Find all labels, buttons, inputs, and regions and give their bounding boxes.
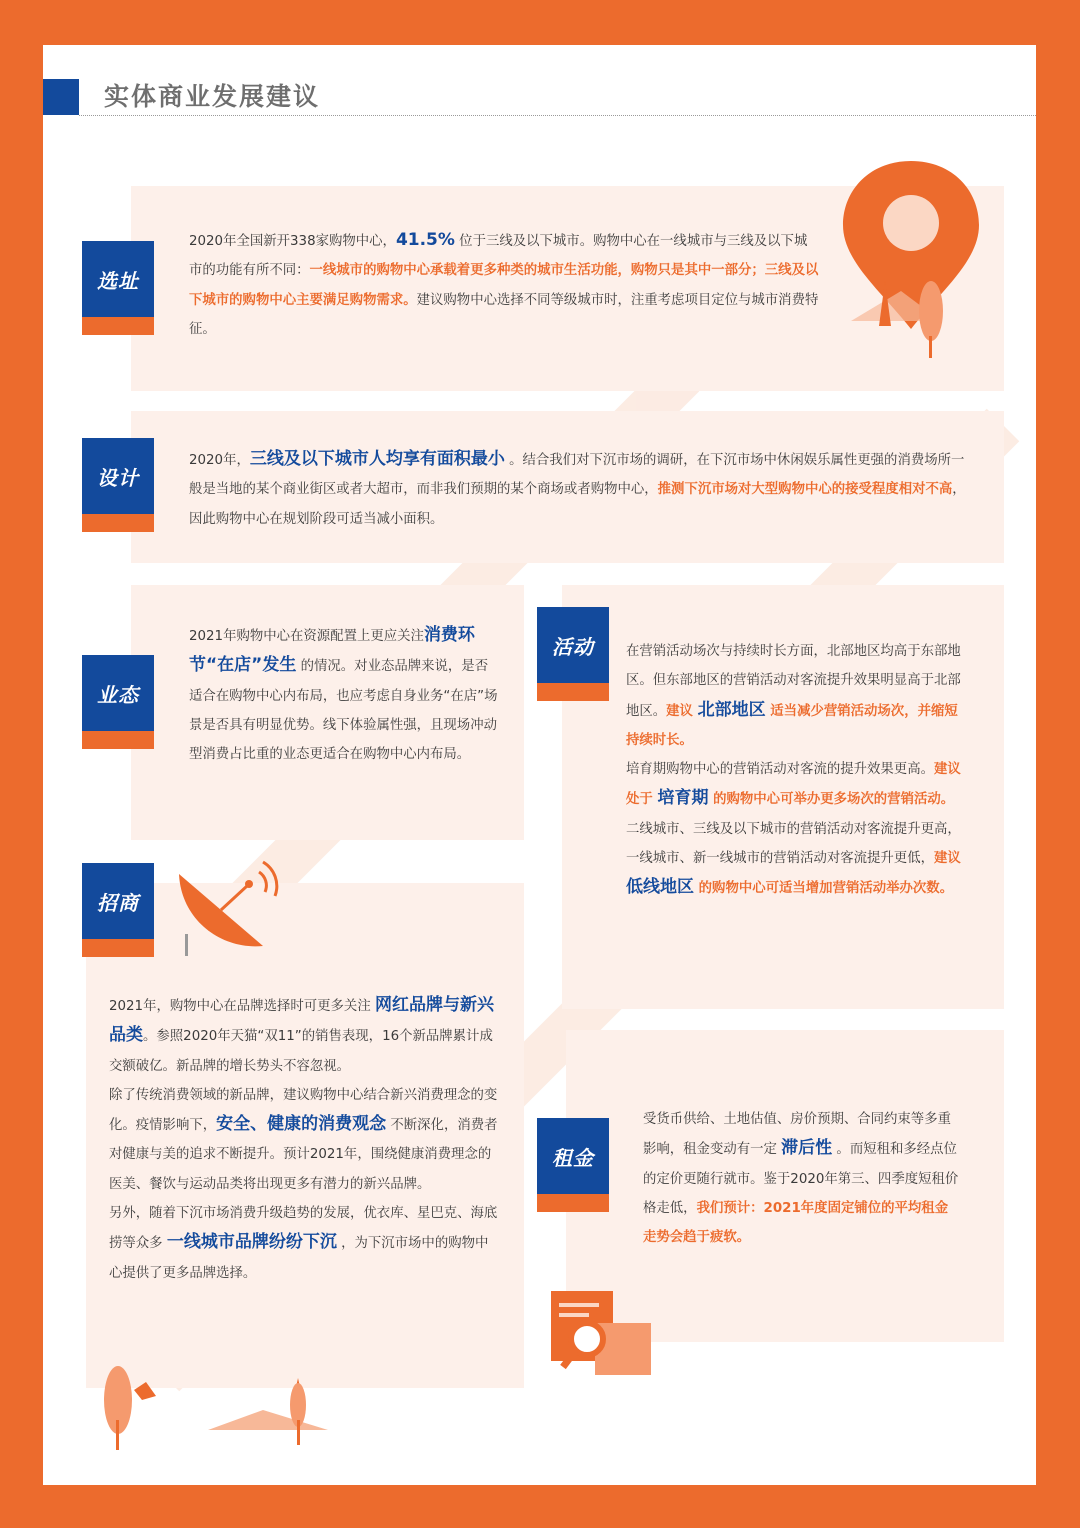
satellite-dish-icon: [171, 850, 291, 960]
design-tag-label: 设计: [82, 438, 154, 514]
leasing-p3-text-a: 另外，随着下沉市场消费升级趋势的发展，优衣库、星巴克、海底捞等众多: [109, 1206, 498, 1252]
design-text: [189, 445, 974, 534]
header-accent-bar: [43, 79, 79, 115]
tag-accent: [537, 1194, 609, 1212]
leasing-p2-text-b: 不断深化，消费者对健康与美的追求不断提升。预计2021年，围绕健康消费理念的医美、餐饮与运动品类将出现更多有潜力的新兴品牌。: [109, 1118, 498, 1192]
design-tag: [82, 438, 154, 532]
leasing-text: [109, 991, 501, 1288]
format-text: [189, 621, 499, 769]
format-highlight: 消费环节“在店”发生: [189, 625, 475, 676]
rent-emphasis: 我们预计：2021年度固定铺位的平均租金走势会趋于疲软。: [643, 1200, 949, 1246]
design-highlight: 三线及以下城市人均享有面积最小: [249, 449, 505, 469]
format-tag-label: 业态: [82, 655, 154, 731]
rent-text-2: 。而短租和多经点位的定价更随行就市。鉴于2020年第三、四季度短租价格走低，: [643, 1142, 959, 1216]
activity-p3-emphasis-a: 建议: [933, 851, 961, 867]
activity-tag: [537, 607, 609, 701]
activity-p1-emphasis-a: 建议: [666, 703, 698, 719]
activity-text: [626, 637, 971, 904]
rent-tag-label: 租金: [537, 1118, 609, 1194]
site-text: [189, 226, 819, 344]
site-emphasis: 一线城市的购物中心承载着更多种类的城市生活功能，购物只是其中一部分；三线及以下城市的购物中心主要满足购物需求。: [189, 263, 819, 308]
format-text-1: 2021年购物中心在资源配置上更应关注: [189, 629, 424, 644]
format-text-2: 的情况。对业态品牌来说，是否适合在购物中心内布局，也应考虑自身业务“在店”场景是否具有明显优势。线下体验属性强，且现场冲动型消费占比重的业态更适合在购物中心内布局。: [189, 659, 498, 763]
map-pin-icon: [831, 161, 1021, 361]
design-text-1: 2020年，: [189, 453, 250, 468]
site-text-1: 2020年全国新开338家购物中心，: [189, 234, 396, 249]
activity-p1-emphasis-b: 适当减少营销活动场次，并缩短持续时长。: [626, 703, 958, 748]
leasing-paragraph-2: [109, 1081, 501, 1199]
activity-p3-highlight: 低线地区: [626, 877, 694, 898]
leasing-p3-highlight: 一线城市品牌纷纷下沉: [166, 1232, 337, 1253]
activity-paragraph-3: [626, 815, 971, 904]
leasing-p2-text-a: 除了传统消费领域的新品牌，建议购物中心结合新兴消费理念的变化。疫情影响下，: [109, 1087, 498, 1134]
site-highlight: 41.5%: [395, 230, 455, 250]
leasing-p2-highlight: 安全、健康的消费观念: [216, 1114, 387, 1135]
site-text-2: 位于三线及以下城市。购物中心在一线城市与三线及以下城市的功能有所不同：: [189, 234, 808, 279]
activity-paragraph-1: [626, 637, 971, 755]
design-emphasis: 推测下沉市场对大型购物中心的接受程度相对不高: [657, 482, 953, 498]
header-divider: [79, 115, 1036, 116]
leasing-tag: [82, 863, 154, 957]
activity-p1-highlight: 北部地区: [697, 699, 766, 720]
activity-p2-emphasis-a: 建议处于: [626, 762, 961, 808]
site-text-3: 建议购物中心选择不同等级城市时，注重考虑项目定位与城市消费特征。: [189, 292, 819, 337]
leasing-p1-text-a: 2021年，购物中心在品牌选择时可更多关注: [109, 999, 375, 1014]
tag-accent: [82, 939, 154, 957]
page-title: 实体商业发展建议: [104, 82, 321, 111]
rent-text-1: 受货币供给、土地估值、房价预期、合同约束等多重影响，租金变动有一定: [643, 1112, 951, 1158]
site-tag: [82, 241, 154, 335]
tree-icon: [98, 1360, 368, 1450]
document-search-icon: [543, 1285, 653, 1380]
tag-accent: [82, 317, 154, 335]
activity-p3-emphasis-b: 的购物中心可适当增加营销活动举办次数。: [694, 881, 954, 897]
format-tag: [82, 655, 154, 749]
design-text-2: 。结合我们对下沉市场的调研，在下沉市场中休闲娱乐属性更强的消费场所一般是当地的某个商业街区或者大超市，而非我们预期的某个商场或者购物中心，: [189, 453, 965, 498]
rent-text: [643, 1105, 961, 1252]
activity-p2-emphasis-b: 的购物中心可举办更多场次的营销活动。: [708, 792, 955, 808]
activity-p3-text: 二线城市、三线及以下城市的营销活动对客流提升更高，一线城市、新一线城市的营销活动对客流提升更低，: [626, 821, 961, 867]
leasing-p1-highlight: 网红品牌与新兴品类: [109, 995, 494, 1046]
report-page: [43, 45, 1036, 1485]
rent-highlight: 滞后性: [781, 1138, 833, 1159]
leasing-paragraph-3: [109, 1199, 501, 1288]
design-text-3: ，因此购物中心在规划阶段可适当减小面积。: [189, 482, 966, 527]
activity-paragraph-2: [626, 755, 971, 815]
tag-accent: [82, 514, 154, 532]
activity-p2-text: 培育期购物中心的营销活动对客流的提升效果更高。: [626, 762, 934, 778]
activity-p1-text: 在营销活动场次与持续时长方面，北部地区均高于东部地区。但东部地区的营销活动对客流提升效果明显高于北部地区。: [626, 644, 961, 719]
activity-tag-label: 活动: [537, 607, 609, 683]
leasing-p3-text-b: ，为下沉市场中的购物中心提供了更多品牌选择。: [109, 1236, 489, 1281]
tag-accent: [82, 731, 154, 749]
site-tag-label: 选址: [82, 241, 154, 317]
tag-accent: [537, 683, 609, 701]
leasing-p1-text-b: 。参照2020年天猫“双11”的销售表现，16个新品牌累计成交额破亿。新品牌的增长势头不容忽视。: [109, 1029, 493, 1074]
leasing-paragraph-1: [109, 991, 501, 1081]
rent-tag: [537, 1118, 609, 1212]
leasing-tag-label: 招商: [82, 863, 154, 939]
activity-p2-highlight: 培育期: [657, 788, 709, 809]
